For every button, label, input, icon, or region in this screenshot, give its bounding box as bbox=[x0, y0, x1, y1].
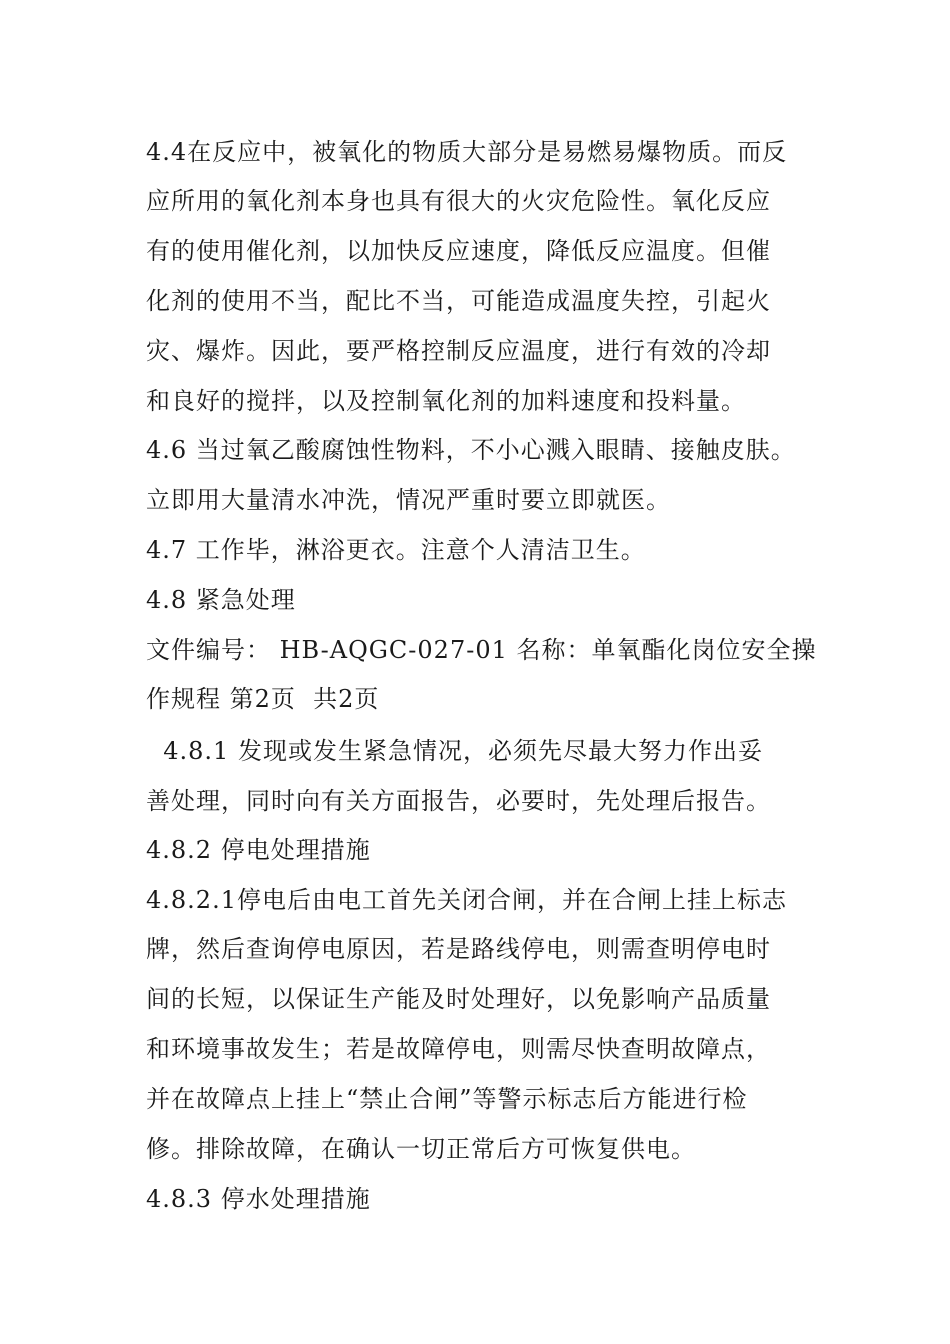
text-line: 和良好的搅拌，以及控制氧化剂的加料速度和投料量。 bbox=[146, 387, 746, 415]
text-line: 4.8.1 发现或发生紧急情况，必须先尽最大努力作出妥 bbox=[146, 737, 763, 765]
section-heading: 4.8.3 停水处理措施 bbox=[146, 1185, 371, 1213]
text-line: 和环境事故发生；若是故障停电，则需尽快查明故障点， bbox=[146, 1035, 771, 1063]
text-line: 间的长短，以保证生产能及时处理好，以免影响产品质量 bbox=[146, 985, 771, 1013]
section-heading: 4.8 紧急处理 bbox=[146, 586, 296, 614]
text-line: 化剂的使用不当，配比不当，可能造成温度失控，引起火 bbox=[146, 287, 771, 315]
text-line: 善处理，同时向有关方面报告，必要时，先处理后报告。 bbox=[146, 787, 771, 815]
file-header-line: 作规程 第2页 共2页 bbox=[146, 685, 380, 713]
text-line: 4.7 工作毕，淋浴更衣。注意个人清洁卫生。 bbox=[146, 536, 646, 564]
text-line: 牌，然后查询停电原因，若是路线停电，则需查明停电时 bbox=[146, 935, 771, 963]
text-line: 有的使用催化剂，以加快反应速度，降低反应温度。但催 bbox=[146, 237, 771, 265]
text-line: 应所用的氧化剂本身也具有很大的火灾危险性。氧化反应 bbox=[146, 187, 771, 215]
text-line: 4.6 当过氧乙酸腐蚀性物料，不小心溅入眼睛、接触皮肤。 bbox=[146, 436, 796, 464]
text-line: 并在故障点上挂上“禁止合闸”等警示标志后方能进行检 bbox=[146, 1085, 748, 1113]
text-line: 灾、爆炸。因此，要严格控制反应温度，进行有效的冷却 bbox=[146, 337, 771, 365]
text-line: 4.4在反应中，被氧化的物质大部分是易燃易爆物质。而反 bbox=[146, 138, 788, 166]
text-line: 修。排除故障，在确认一切正常后方可恢复供电。 bbox=[146, 1135, 696, 1163]
text-line: 立即用大量清水冲洗，情况严重时要立即就医。 bbox=[146, 486, 671, 514]
text-line: 4.8.2.1停电后由电工首先关闭合闸，并在合闸上挂上标志 bbox=[146, 886, 787, 914]
section-heading: 4.8.2 停电处理措施 bbox=[146, 836, 371, 864]
file-header-line: 文件编号： HB-AQGC-027-01 名称：单氧酯化岗位安全操 bbox=[146, 636, 817, 664]
